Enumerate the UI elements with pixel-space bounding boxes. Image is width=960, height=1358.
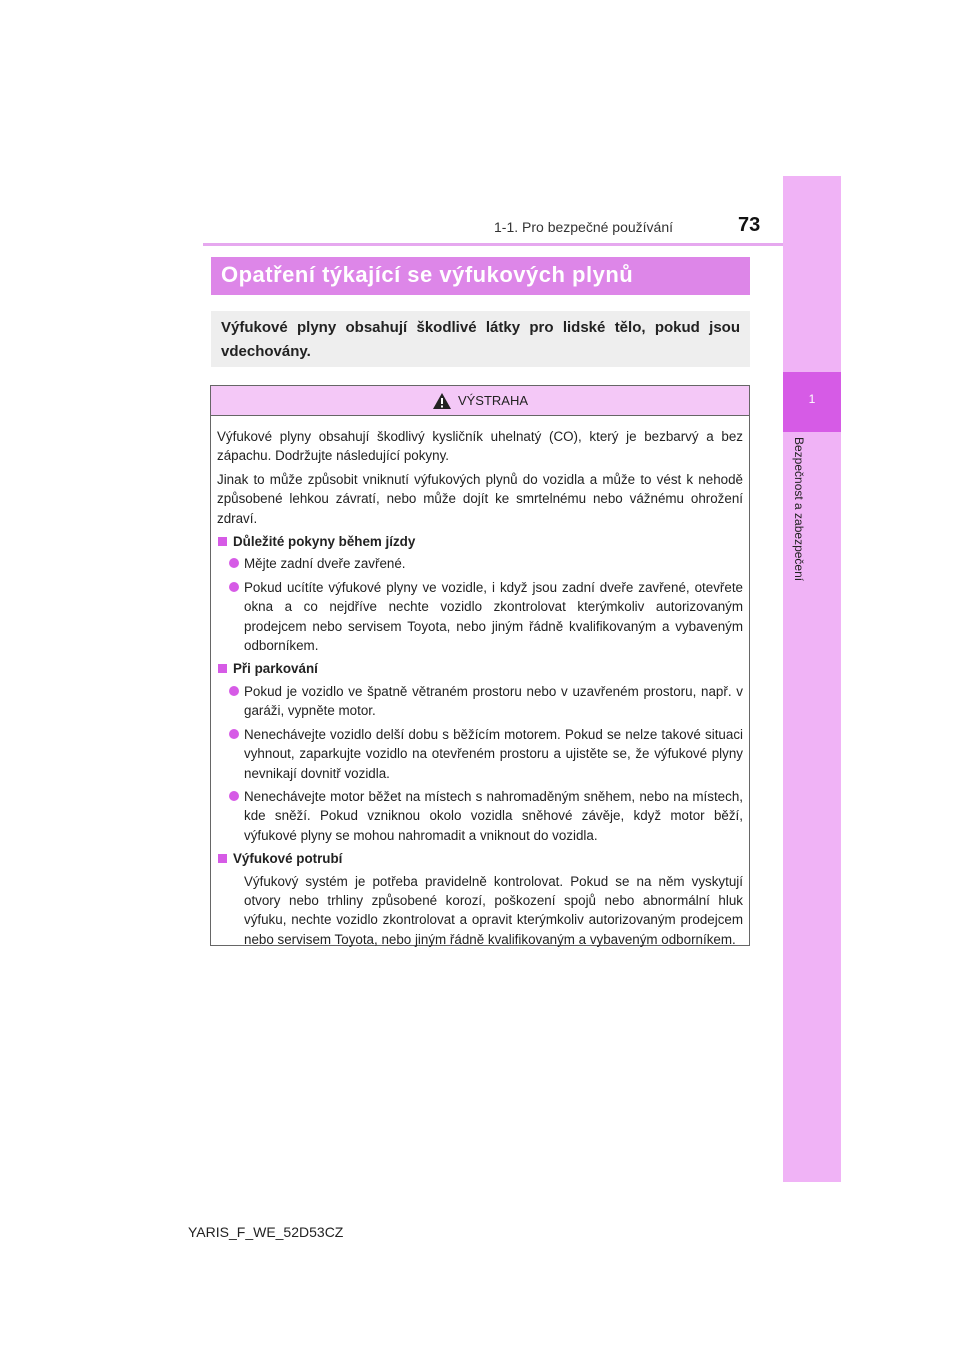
subsection-heading: Výfukové potrubí <box>217 849 743 868</box>
side-tab <box>783 176 841 1182</box>
subsection-text: Výfukový systém je potřeba pravidelně kontrolovat. Pokud se na něm vyskytují otvory nebo trhliny způsobené korozí, poškození spojů nebo abnormální hluk výfuku, nechte vozidlo zkontrolovat a opravit kterýmkoliv autorizovaným prodejcem nebo servisem Toyota, nebo jiným řádně kvalifikovaným a vybaveným odborníkem. <box>244 873 743 947</box>
round-bullet-icon <box>229 686 239 696</box>
round-bullet-icon <box>229 791 239 801</box>
section-title: Opatření týkající se výfukových plynů <box>211 257 750 295</box>
list-item: Nenechávejte motor běžet na místech s nahromaděným sněhem, nebo na místech, kde sněží. Pokud vzniknou okolo vozidla sněhové závěje, když motor běží, výfukové plyny se mohou nahromadit a vniknout do vozidla. <box>217 787 743 845</box>
list-item: Pokud je vozidlo ve špatně větraném prostoru nebo v uzavřeném prostoru, např. v garáži, vypněte motor. <box>217 682 743 721</box>
side-tab-number: 1 <box>808 392 816 406</box>
warning-body <box>211 416 749 949</box>
list-item: Nenechávejte vozidlo delší dobu s běžícím motorem. Pokud se nelze takové situaci vyhnout, zaparkujte vozidlo na otevřeném prostoru a ujistěte se, že výfukové plyny nevnikají dovnitř vozidla. <box>217 725 743 783</box>
round-bullet-icon <box>229 729 239 739</box>
list-item: Pokud ucítíte výfukové plyny ve vozidle, i když jsou zadní dveře zavřené, otevřete okna a co nejdříve nechte vozidlo zkontrolovat kterýmkoliv autorizovaným prodejcem nebo servisem Toyota, nebo jiným řádně kvalifikovaným a vybaveným odborníkem. <box>217 578 743 656</box>
round-bullet-icon <box>229 582 239 592</box>
list-item: Mějte zadní dveře zavřené. <box>217 554 743 573</box>
header-section-title: 1-1. Pro bezpečné používání <box>494 219 674 235</box>
warning-intro-2: Jinak to může způsobit vniknutí výfukových plynů do vozidla a může to vést k nehodě způsobené lehkou závratí, nebo může dojít ke smrtelnému nebo vážnému ohrožení zdraví. <box>217 471 743 526</box>
warning-header <box>211 386 749 416</box>
square-bullet-icon <box>218 854 227 863</box>
footer-code: YARIS_F_WE_52D53CZ <box>188 1224 344 1240</box>
warning-box <box>210 385 750 946</box>
square-bullet-icon <box>218 664 227 673</box>
warning-triangle-icon <box>432 392 452 410</box>
subsection-heading: Při parkování <box>217 659 743 678</box>
round-bullet-icon <box>229 558 239 568</box>
header-rule <box>203 243 783 246</box>
square-bullet-icon <box>218 537 227 546</box>
page-number: 73 <box>738 214 761 236</box>
side-tab-label: Bezpečnost a zabezpečení <box>792 437 806 582</box>
warning-label: VÝSTRAHA <box>457 393 529 408</box>
subsection-heading: Důležité pokyny během jízdy <box>217 532 743 551</box>
summary-box: Výfukové plyny obsahují škodlivé látky pro lidské tělo, pokud jsou vdechovány. <box>211 311 750 367</box>
warning-intro-1: Výfukové plyny obsahují škodlivý kysličník uhelnatý (CO), který je bezbarvý a bez zápachu. Dodržujte následující pokyny. <box>217 429 743 464</box>
